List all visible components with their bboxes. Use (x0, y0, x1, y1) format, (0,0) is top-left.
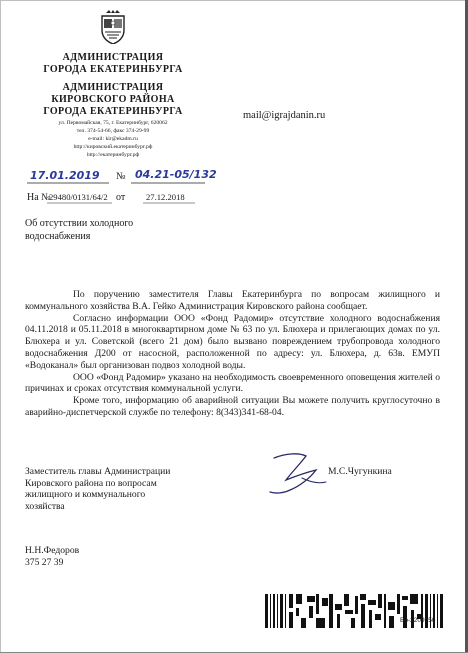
letterhead-address: ул. Первомайская, 75, г. Екатеринбург, 620062 (58, 120, 168, 126)
reference-number: 29480/0131/64/2 (49, 192, 108, 202)
signatory-title (25, 466, 225, 512)
reference-from-label: от (116, 192, 126, 203)
letterhead-website-1: http://кировский.екатеринбург.рф (73, 144, 153, 150)
barcode-label: Вр-2209250 (400, 617, 436, 624)
signatory-name: М.С.Чугункина (328, 466, 392, 477)
letter-body (25, 289, 440, 419)
reference-underline (47, 202, 197, 204)
signatory-title-line-2: Кировского района по вопросам (25, 477, 157, 489)
executor-phone: 375 27 39 (25, 557, 64, 568)
body-paragraph-2: Согласно информации ООО «Фонд Радомир» отсутствие холодного водоснабжения 04.11.2018 и 05.11.2018 в многоквартирном доме № 63 по ул. Блюхера и прилегающих домах по ул. Блюхера и ул. Советской (всего 21 дом) было вызвано повреждением трубопровода холодного водоснабжения Д200 от насосной, расположенной по адресу: ул. Блюхера, д. 63в. ЕМУП «Водоканал» был организован подвоз холодной воды. (25, 312, 440, 371)
letterhead-org-line3: АДМИНИСТРАЦИЯ (62, 82, 164, 93)
letterhead-phone: тел. 374-54-66, факс 374-29-99 (76, 128, 150, 134)
reference-date: 27.12.2018 (146, 192, 185, 202)
subject-line-1: Об отсутствии холодного (25, 218, 134, 229)
letterhead-email: e-mail: kir@ekadm.ru (88, 136, 138, 142)
body-paragraph-1: По поручению заместителя Главы Екатеринбурга по вопросам жилищного и коммунального хозяйства В.А. Гейко Администрация Кировского района сообщает. (25, 289, 440, 312)
handwritten-signature (262, 448, 334, 498)
letterhead-org-line2: ГОРОДА ЕКАТЕРИНБУРГА (43, 64, 183, 75)
signatory-title-line-1: Заместитель главы Администрации (25, 466, 171, 477)
page-edge-top (0, 0, 468, 1)
executor-name: Н.Н.Федоров (25, 545, 80, 556)
body-paragraph-3: ООО «Фонд Радомир» указано на необходимость своевременного оповещения жителей о причинах и сроках отсутствия коммунальной услуги. (25, 371, 440, 395)
recipient-email: mail@igrajdanin.ru (243, 110, 326, 121)
subject-line-2: водоснабжения (25, 231, 91, 242)
letterhead-org-line5: ГОРОДА ЕКАТЕРИНБУРГА (43, 106, 183, 117)
signatory-title-line-4: хозяйства (25, 500, 65, 512)
letterhead-website-2: http://екатеринбург.рф (86, 152, 140, 158)
document-barcode (265, 592, 455, 630)
registration-no-label: № (116, 171, 126, 182)
letterhead-org-line4: КИРОВСКОГО РАЙОНА (51, 94, 175, 105)
letterhead-org-line1: АДМИНИСТРАЦИЯ (62, 52, 164, 63)
registration-date: 17.01.2019 (30, 169, 100, 182)
coat-of-arms-icon (100, 10, 126, 44)
body-paragraph-4: Кроме того, информацию об аварийной ситуации Вы можете получить круглосуточно в аварийно-диспетчерской службе по телефону: 8(343)341-68-04. (25, 395, 440, 418)
signatory-title-line-3: жилищного и коммунального (25, 489, 146, 501)
registration-number: 04.21-05/132 (135, 168, 217, 181)
reference-prefix: На № (27, 192, 51, 203)
